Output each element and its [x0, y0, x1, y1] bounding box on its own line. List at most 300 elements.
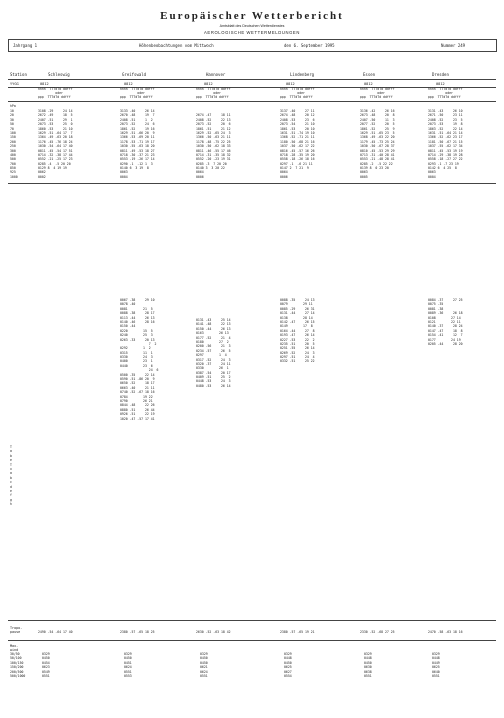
significant-level-row: 0084 -37 27 25 — [428, 298, 463, 302]
data-cell: 2670 -48 19 7 — [120, 113, 155, 118]
data-cell: 0553 -21 -48 28 41 — [360, 157, 395, 162]
maxwind-value: 0640 — [432, 669, 440, 674]
significant-level-row: 0400 23 1 — [120, 359, 153, 364]
significant-level-row: 0177 -52 21 4 — [196, 335, 231, 340]
significant-level-row: 0227 -53 22 2 — [280, 337, 315, 342]
divider — [8, 101, 496, 102]
significant-level-row: 0140 -46 28 16 — [120, 319, 155, 324]
significant-level-row: 0263 -33 20 13 — [120, 337, 155, 342]
data-cell: 1863 -52 22 14 — [428, 126, 463, 131]
data-cell: 2408 -52 23 5 — [428, 117, 463, 122]
data-cell: 1180 -50 -68 21 16 — [280, 139, 315, 144]
page-title: Europäischer Wetterbericht — [160, 10, 344, 22]
data-cell: 0064 — [196, 170, 204, 175]
significant-level-row: 0149 17 8 — [280, 324, 313, 329]
tropopause-value: 2470 -58 -63 18 16 — [428, 630, 463, 634]
maxwind-value: 0549 — [42, 669, 50, 674]
data-cell: 2073 -53 25 0 — [38, 122, 73, 127]
data-cell: 1364 -49 -63 20 18 — [38, 135, 73, 140]
significant-level-row: 0740 -52 -67 18 16 — [120, 390, 155, 395]
station-name: Greifswald — [122, 72, 147, 77]
data-cell: 1181 -50 -67 21 15 — [428, 139, 463, 144]
data-cell: 0139 8 0 23 20 — [360, 166, 389, 171]
data-cell: 2408 -52 22 13 — [196, 117, 231, 122]
maxwind-value: 0625 — [284, 665, 292, 670]
station-name: Dresden — [432, 72, 449, 77]
data-cell: 0713 -31 -40 28 41 — [360, 152, 395, 157]
data-cell: 1030 -55 -63 18 20 — [120, 144, 155, 149]
data-cell: 0064 — [280, 170, 288, 175]
pressure-level: 50 — [10, 122, 14, 127]
station-row — [0, 72, 504, 78]
data-cell: 3137 -40 27 11 — [280, 109, 315, 113]
pressure-level: 150 — [10, 135, 16, 140]
pressure-level: 10 — [10, 109, 14, 113]
data-cell: 0140 6 3 19 8 — [120, 166, 149, 171]
maxwind-level: 150/200 — [10, 665, 24, 670]
maxwind-column — [284, 652, 292, 678]
significant-levels-dresden — [428, 298, 463, 346]
data-cell: 2407 -51 29 1 — [38, 117, 73, 122]
data-cell: 2672 -49 18 5 — [38, 113, 73, 118]
data-cell: 1629 -51 -64 17 7 — [38, 130, 73, 135]
maxwind-value: 0551 — [432, 674, 440, 679]
significant-level-row: 0081 -38 — [428, 306, 444, 311]
maxwind-value: 0638 — [364, 669, 372, 674]
data-cell: 2073 -54 21 10 — [280, 122, 315, 127]
significant-level-marker: x — [10, 466, 12, 471]
data-cell: 1179 -45 -73 25 24 — [360, 139, 395, 144]
station-data-column — [280, 109, 315, 179]
significant-level-marker: h — [10, 502, 12, 507]
data-cell: 0063 — [360, 170, 368, 175]
data-cell: 1861 -51 21 12 — [196, 126, 231, 131]
maxwind-level: 200/500 — [10, 669, 24, 674]
column-header: hhhh TTTdTd ddfff oder ppp TTTdTd ddfff — [360, 87, 395, 99]
significant-level-marker: b — [10, 475, 12, 480]
maxwind-level: 50/100 — [10, 656, 22, 661]
divider — [8, 640, 496, 641]
date-label: den 6. September 1995 — [284, 43, 335, 48]
significant-level-row: 0269 -52 24 3 — [280, 350, 315, 355]
significant-level-row: 0089 -36 26 18 — [428, 311, 463, 316]
data-cell: 2073 -53 19 8 — [428, 122, 463, 127]
station-data-column — [196, 109, 231, 179]
data-cell: 1368 -49 -63 22 20 — [360, 135, 395, 140]
station-code: 0812 — [204, 82, 213, 86]
maxwind-value: 0448 — [364, 656, 372, 661]
significant-level-row: 0067 -38 29 10 — [120, 298, 155, 302]
maxwind-value: 0623 — [42, 665, 50, 670]
maxwind-level: 100/150 — [10, 660, 24, 665]
significant-level-row: 0164 -44 27 8 — [280, 328, 315, 333]
maxwind-value: 0551 — [364, 674, 372, 679]
pressure-level: 300 — [10, 148, 16, 153]
maxwind-value: 0450 — [200, 660, 208, 665]
pressure-level: 30 — [10, 117, 14, 122]
pressure-level: 20 — [10, 113, 14, 118]
significant-level-row: 0141 -48 22 13 — [196, 322, 231, 327]
data-cell: 0811 -46 -55 17 46 — [196, 148, 231, 153]
jahrgang-label: Jahrgang 1 — [13, 43, 38, 48]
data-cell: 1030 -50 -67 28 37 — [360, 144, 395, 149]
station-label: Station — [10, 72, 27, 77]
data-cell: 0552 -20 -23 19 31 — [196, 157, 231, 162]
data-cell: 0004 — [428, 174, 436, 179]
data-cell: 2408 -53 23 6 — [280, 117, 315, 122]
data-cell: 1030 -50 -62 18 33 — [196, 144, 231, 149]
significant-level-row: 0235 -51 20 5 — [280, 341, 315, 346]
data-cell: 2077 -52 20 5 — [360, 122, 395, 127]
maxwind-value: 0621 — [200, 665, 208, 670]
significant-level-row: 0844 -48 22 26 — [120, 403, 155, 408]
significant-level-row: 0590 -51 -86 20 9 — [120, 377, 155, 382]
significant-level-row: 0315 11 1 — [120, 350, 153, 355]
station-data-column — [120, 109, 155, 179]
significant-level-row: 0205 -44 28 20 — [428, 341, 463, 346]
significant-level-row: 0500 -35 22 14 — [120, 372, 155, 377]
significant-level-row: 0663 -40 21 11 — [120, 385, 155, 390]
maxwind-value: 0329 — [432, 652, 440, 656]
divider — [8, 620, 496, 621]
data-cell: 1861 -53 20 10 — [280, 126, 315, 131]
data-cell: 1176 -45 -76 18 24 — [38, 139, 73, 144]
significant-level-row: 0200 -56 21 3 — [196, 344, 231, 349]
data-cell: 1178 -53 -71 19 17 — [120, 139, 155, 144]
data-cell: 0558 -18 -27 27 22 — [428, 157, 463, 162]
info-box — [8, 39, 497, 52]
maxwind-value: 0551 — [124, 669, 132, 674]
significant-level-row: 0078 -40 — [120, 302, 136, 307]
data-cell: 3131 -43 26 10 — [428, 109, 463, 113]
data-cell: 1860 -53 21 10 — [38, 126, 73, 131]
data-cell: 0006 — [196, 174, 204, 179]
pressure-level: 700 — [10, 161, 16, 166]
significant-level-marker: g — [10, 497, 12, 502]
data-cell: 0063 — [428, 170, 436, 175]
data-cell: 0002 — [38, 174, 46, 179]
maxwind-value: 0329 — [200, 652, 208, 656]
significant-level-row: 0131 -44 27 14 — [280, 311, 315, 316]
maxwind-value: 0449 — [432, 660, 440, 665]
maxwind-level: 30/50 — [10, 652, 20, 656]
significant-level-row: 0650 -52 18 17 — [120, 381, 155, 386]
station-code: 0812 — [286, 82, 295, 86]
data-cell: 0297 -1 -6 21 11 — [280, 161, 313, 166]
significant-level-marker: e — [10, 458, 12, 463]
data-cell: 1366 -53 -69 20 11 — [120, 135, 155, 140]
levels-column — [10, 109, 18, 179]
pressure-level: 925 — [10, 170, 16, 175]
tropopause-label: Tropo- pause — [10, 626, 23, 634]
significant-level-row: 24 6 — [120, 368, 159, 373]
significant-level-row: 0784 19 22 — [120, 394, 153, 399]
pressure-level: 250 — [10, 144, 16, 149]
column-header: hhhh TTTdTd ddfff oder ppp TTTdTd ddfff — [428, 87, 463, 99]
significant-level-row: 0147 -47 18 8 — [428, 328, 463, 333]
data-cell: 1861 -52 19 16 — [120, 126, 155, 131]
significant-level-row: 0150 -44 — [120, 324, 136, 329]
divider — [8, 183, 496, 184]
maxwind-column — [42, 652, 50, 678]
station-data-column — [360, 109, 395, 179]
significant-level-row: 0180 27 2 — [196, 339, 229, 344]
data-cell: 0004 — [120, 174, 128, 179]
significant-level-row: 0150 -44 26 13 — [196, 326, 231, 331]
data-cell: 0285 -2 -5 22 22 — [360, 161, 393, 166]
maxwind-value: 0329 — [364, 652, 372, 656]
significant-level-row: 0480 -53 26 14 — [196, 383, 231, 388]
data-cell: 0147 2 7 21 9 — [280, 166, 309, 171]
maxwind-value: 0329 — [42, 652, 50, 656]
data-cell: 2674 -48 20 12 — [280, 113, 315, 118]
significant-level-row: 0140 -37 28 24 — [428, 324, 463, 329]
data-cell: 2671 -50 23 11 — [428, 113, 463, 118]
maxwind-value: 0448 — [432, 656, 440, 661]
significant-level-row: 0138 28 14 — [280, 315, 313, 320]
significant-level-row: 0113 -44 26 13 — [120, 315, 155, 320]
station-code: 0812 — [40, 82, 49, 86]
divider — [8, 87, 496, 88]
tropopause-value: 2330 -52 -68 27 25 — [360, 630, 395, 634]
data-cell: 2073 -52 20 6 — [196, 122, 231, 127]
maxwind-value: 0553 — [124, 674, 132, 679]
data-cell: 1861 -52 25 9 — [360, 126, 395, 131]
maxwind-column — [200, 652, 208, 678]
column-header: hhhh TTTdTd ddfff oder ppp TTTdTd ddfff — [120, 87, 155, 99]
significant-level-row: 0880 -51 26 44 — [120, 407, 155, 412]
tropopause-value: 2490 -54 -64 17 40 — [38, 630, 73, 634]
significant-level-row: 0154 -41 12 7 — [428, 333, 463, 338]
maxwind-label: Max- wind — [10, 644, 19, 652]
maxwind-value: 0451 — [124, 660, 132, 665]
tropopause-value: 2630 -52 -63 18 42 — [196, 630, 231, 634]
significant-level-row: 0163 26 13 — [196, 331, 229, 336]
pressure-level: 400 — [10, 152, 16, 157]
significant-level-marker: d — [10, 484, 12, 489]
significant-level-row: 0330 26 1 — [196, 366, 229, 371]
station-name: Essen — [363, 72, 376, 77]
maxwind-levels — [10, 652, 25, 678]
pressure-level: 70 — [10, 126, 14, 131]
significant-level-row: 0131 -43 25 14 — [196, 318, 231, 322]
page-subtitle: Amtsblatt des Deutschen Wetterdienstes — [219, 24, 285, 28]
pressure-level: 850 — [10, 166, 16, 171]
significant-level-row: 0440 23 6 — [120, 363, 153, 368]
maxwind-value: 0630 — [364, 665, 372, 670]
maxwind-value: 0624 — [124, 665, 132, 670]
maxwind-value: 0627 — [284, 669, 292, 674]
data-cell: 3136 -42 26 16 — [360, 109, 395, 113]
levels-unit-label: hPa — [10, 104, 16, 108]
data-cell: 1178 -48 -75 22 25 — [196, 139, 231, 144]
data-cell: 3108 -29 24 14 — [38, 109, 73, 113]
data-cell: 1631 -51 -74 19 10 — [280, 130, 315, 135]
significant-level-row: 0387 -54 20 17 — [196, 370, 231, 375]
maxwind-level: 500/1000 — [10, 674, 26, 679]
maxwind-value: 0454 — [42, 660, 50, 665]
station-name: Schleswig — [48, 72, 70, 77]
significant-level-row: 0088 -35 24 13 — [280, 298, 315, 302]
tropopause-value: 2380 -57 -65 18 25 — [120, 630, 155, 634]
significant-level-row: 0234 -57 26 5 — [196, 348, 231, 353]
data-cell: 0006 — [280, 174, 288, 179]
data-cell: 0810 -45 -53 29 29 — [360, 148, 395, 153]
data-cell: 0142 6 4 25 8 — [428, 166, 457, 171]
pressure-level: 500 — [10, 157, 16, 162]
significant-level-row: 0075 -35 — [428, 302, 444, 307]
data-cell: 0129 8 4 19 19 — [38, 166, 67, 171]
column-header: hhhh TTTdTd ddfff oder ppp TTTdTd ddfff — [196, 87, 231, 99]
significant-level-row: 0079 29 11 — [280, 302, 313, 307]
data-cell: 1030 -54 -64 17 40 — [38, 144, 73, 149]
significant-level-row: 0193 -47 26 14 — [280, 333, 315, 338]
observation-label: Höhenbeobachtungen vom Mittwoch — [139, 43, 214, 48]
data-cell: 0811 -45 -54 17 51 — [38, 148, 73, 153]
significant-level-row: 0220 15 5 — [120, 328, 153, 333]
data-cell: 1629 -51 -65 23 5 — [360, 130, 395, 135]
data-cell: 0005 — [360, 174, 368, 179]
maxwind-value: 0554 — [284, 674, 292, 679]
station-name: Hannover — [206, 72, 226, 77]
data-cell: 0553 -19 -26 17 14 — [120, 157, 155, 162]
maxwind-value: 0448 — [284, 656, 292, 661]
number-label: Nummer 249 — [441, 43, 466, 48]
significant-level-row: 0108 27 14 — [428, 315, 461, 320]
maxwind-value: 0329 — [124, 652, 132, 656]
station-data-column — [38, 109, 73, 179]
data-cell: 1629 -51 -66 20 9 — [120, 130, 155, 135]
data-cell: 0140 3 3 20 22 — [196, 166, 225, 171]
significant-level-row: 0292 1 2 — [120, 346, 151, 351]
data-cell: 1366 -50 -63 21 11 — [196, 135, 231, 140]
column-header: hhhh TTTdTd ddfff oder ppp TTTdTd ddfff — [280, 87, 315, 99]
maxwind-value: 0551 — [200, 674, 208, 679]
significant-level-marker: c — [10, 480, 12, 485]
data-cell: 0285 -4 -5 20 20 — [38, 161, 71, 166]
data-cell: 0718 -30 -37 21 23 — [120, 152, 155, 157]
data-cell: 1366 -52 -62 23 17 — [428, 135, 463, 140]
pressure-level: 100 — [10, 130, 16, 135]
station-code: 0812 — [364, 82, 373, 86]
significant-level-marker: T — [10, 462, 12, 467]
significant-level-marker: b — [10, 453, 12, 458]
data-cell: 0552 -21 -25 17 23 — [38, 157, 73, 162]
maxwind-value: 0551 — [42, 674, 50, 679]
significant-level-row: 0081 21 5 — [120, 306, 153, 311]
data-cell: 2407 -50 11 3 — [360, 117, 395, 122]
data-cell: 2073 -52 24 6 — [120, 122, 155, 127]
divider — [8, 79, 496, 80]
column-header: hhhh TTTdTd ddfff oder ppp TTTdTd ddfff — [38, 87, 73, 99]
significant-level-row: 0240 25 3 — [120, 333, 153, 338]
station-name: Lindenberg — [290, 72, 315, 77]
data-cell: 0714 -29 -38 19 28 — [428, 152, 463, 157]
maxwind-column — [364, 652, 372, 678]
maxwind-value: 0329 — [284, 652, 292, 656]
station-code: 0812 — [124, 82, 133, 86]
data-cell: 1037 -50 -62 17 22 — [280, 144, 315, 149]
maxwind-column — [124, 652, 132, 678]
maxwind-value: 0450 — [200, 656, 208, 661]
maxwind-value: 0450 — [42, 656, 50, 661]
data-cell: 1037 -55 -62 17 34 — [428, 144, 463, 149]
maxwind-value: 0450 — [364, 660, 372, 665]
significant-level-row: 0088 -38 28 17 — [120, 311, 155, 316]
data-cell: 0714 -31 -35 18 32 — [196, 152, 231, 157]
significant-level-marker: a — [10, 471, 12, 476]
significant-level-row: 0320 -37 24 11 — [196, 361, 231, 366]
significant-level-row: 0332 -51 25 22 — [280, 359, 315, 364]
significant-level-marker: f — [10, 493, 12, 498]
data-cell: 0290 -1 -12 1 3 — [120, 161, 153, 166]
data-cell: 2673 -48 20 8 — [360, 113, 395, 118]
significant-level-row: 0926 -51 22 19 — [120, 412, 155, 417]
data-cell: 0811 -45 -53 19 19 — [428, 148, 463, 153]
data-cell: 1629 -52 -65 24 3 — [196, 130, 231, 135]
significant-levels-lindenberg — [280, 298, 315, 364]
data-cell: 1631 -51 -64 21 14 — [428, 130, 463, 135]
data-cell: 0293 -1 -7 23 19 — [428, 161, 459, 166]
significant-level-row: 7 2 — [120, 341, 157, 346]
significant-level-marker: e — [10, 488, 12, 493]
significant-levels-hannover — [196, 318, 231, 388]
significant-level-row: 0142 -47 26 15 — [280, 319, 315, 324]
tropopause-value: 2380 -57 -65 19 21 — [280, 630, 315, 634]
data-cell: 0811 -49 -53 18 27 — [120, 148, 155, 153]
significant-level-row: 0448 -53 24 3 — [196, 379, 231, 384]
significant-level-row: 0251 -55 26 14 — [280, 346, 315, 351]
significant-level-marker: T — [10, 445, 12, 449]
pressure-level: 200 — [10, 139, 16, 144]
data-cell: 0718 -28 -35 19 20 — [280, 152, 315, 157]
significant-level-row: 0330 24 3 — [120, 355, 153, 360]
maxwind-value: 0450 — [284, 660, 292, 665]
significant-level-row: 0409 -51 25 2 — [196, 375, 231, 380]
significant-levels-greifswald — [120, 298, 158, 421]
data-cell: 0816 -45 -57 16 26 — [280, 148, 315, 153]
data-cell: 2408 -51 1 2 — [120, 117, 153, 122]
yygg-label: YYGG — [10, 82, 19, 86]
data-cell: 3133 -40 26 14 — [120, 109, 155, 113]
maxwind-value: 0624 — [200, 669, 208, 674]
pressure-level: 1000 — [10, 174, 18, 179]
significant-level-row: 1020 -47 -57 17 41 — [120, 416, 155, 421]
significant-level-row: 0790 26 21 — [120, 398, 153, 403]
data-cell: 1368 -52 -71 21 11 — [280, 135, 315, 140]
significant-level-markers — [10, 445, 12, 506]
data-cell: 0063 — [120, 170, 128, 175]
significant-level-marker: a — [10, 449, 12, 454]
maxwind-column — [432, 652, 440, 678]
data-cell: 0062 — [38, 170, 46, 175]
data-cell: 2674 -47 18 11 — [196, 113, 231, 118]
significant-level-row: 0121 22 11 — [428, 319, 461, 324]
data-cell: 0558 -18 -26 18 16 — [280, 157, 315, 162]
maxwind-value: 0625 — [432, 665, 440, 670]
page-subtitle-2: AEROLOGISCHE WETTERMELDUNGEN — [204, 30, 300, 35]
data-cell: 0285 -3 7 20 20 — [196, 161, 227, 166]
significant-level-row: 0085 -29 26 31 — [280, 306, 315, 311]
station-code: 0812 — [436, 82, 445, 86]
significant-level-row: 0297 1 4 — [196, 353, 227, 358]
maxwind-value: 0450 — [124, 656, 132, 661]
significant-level-row: 0177 24 19 — [428, 337, 461, 342]
significant-level-row: 0297 -51 24 4 — [280, 355, 315, 360]
data-cell: 0714 -32 -38 17 44 — [38, 152, 73, 157]
significant-level-row: 0317 -52 24 3 — [196, 357, 231, 362]
station-data-column — [428, 109, 463, 179]
